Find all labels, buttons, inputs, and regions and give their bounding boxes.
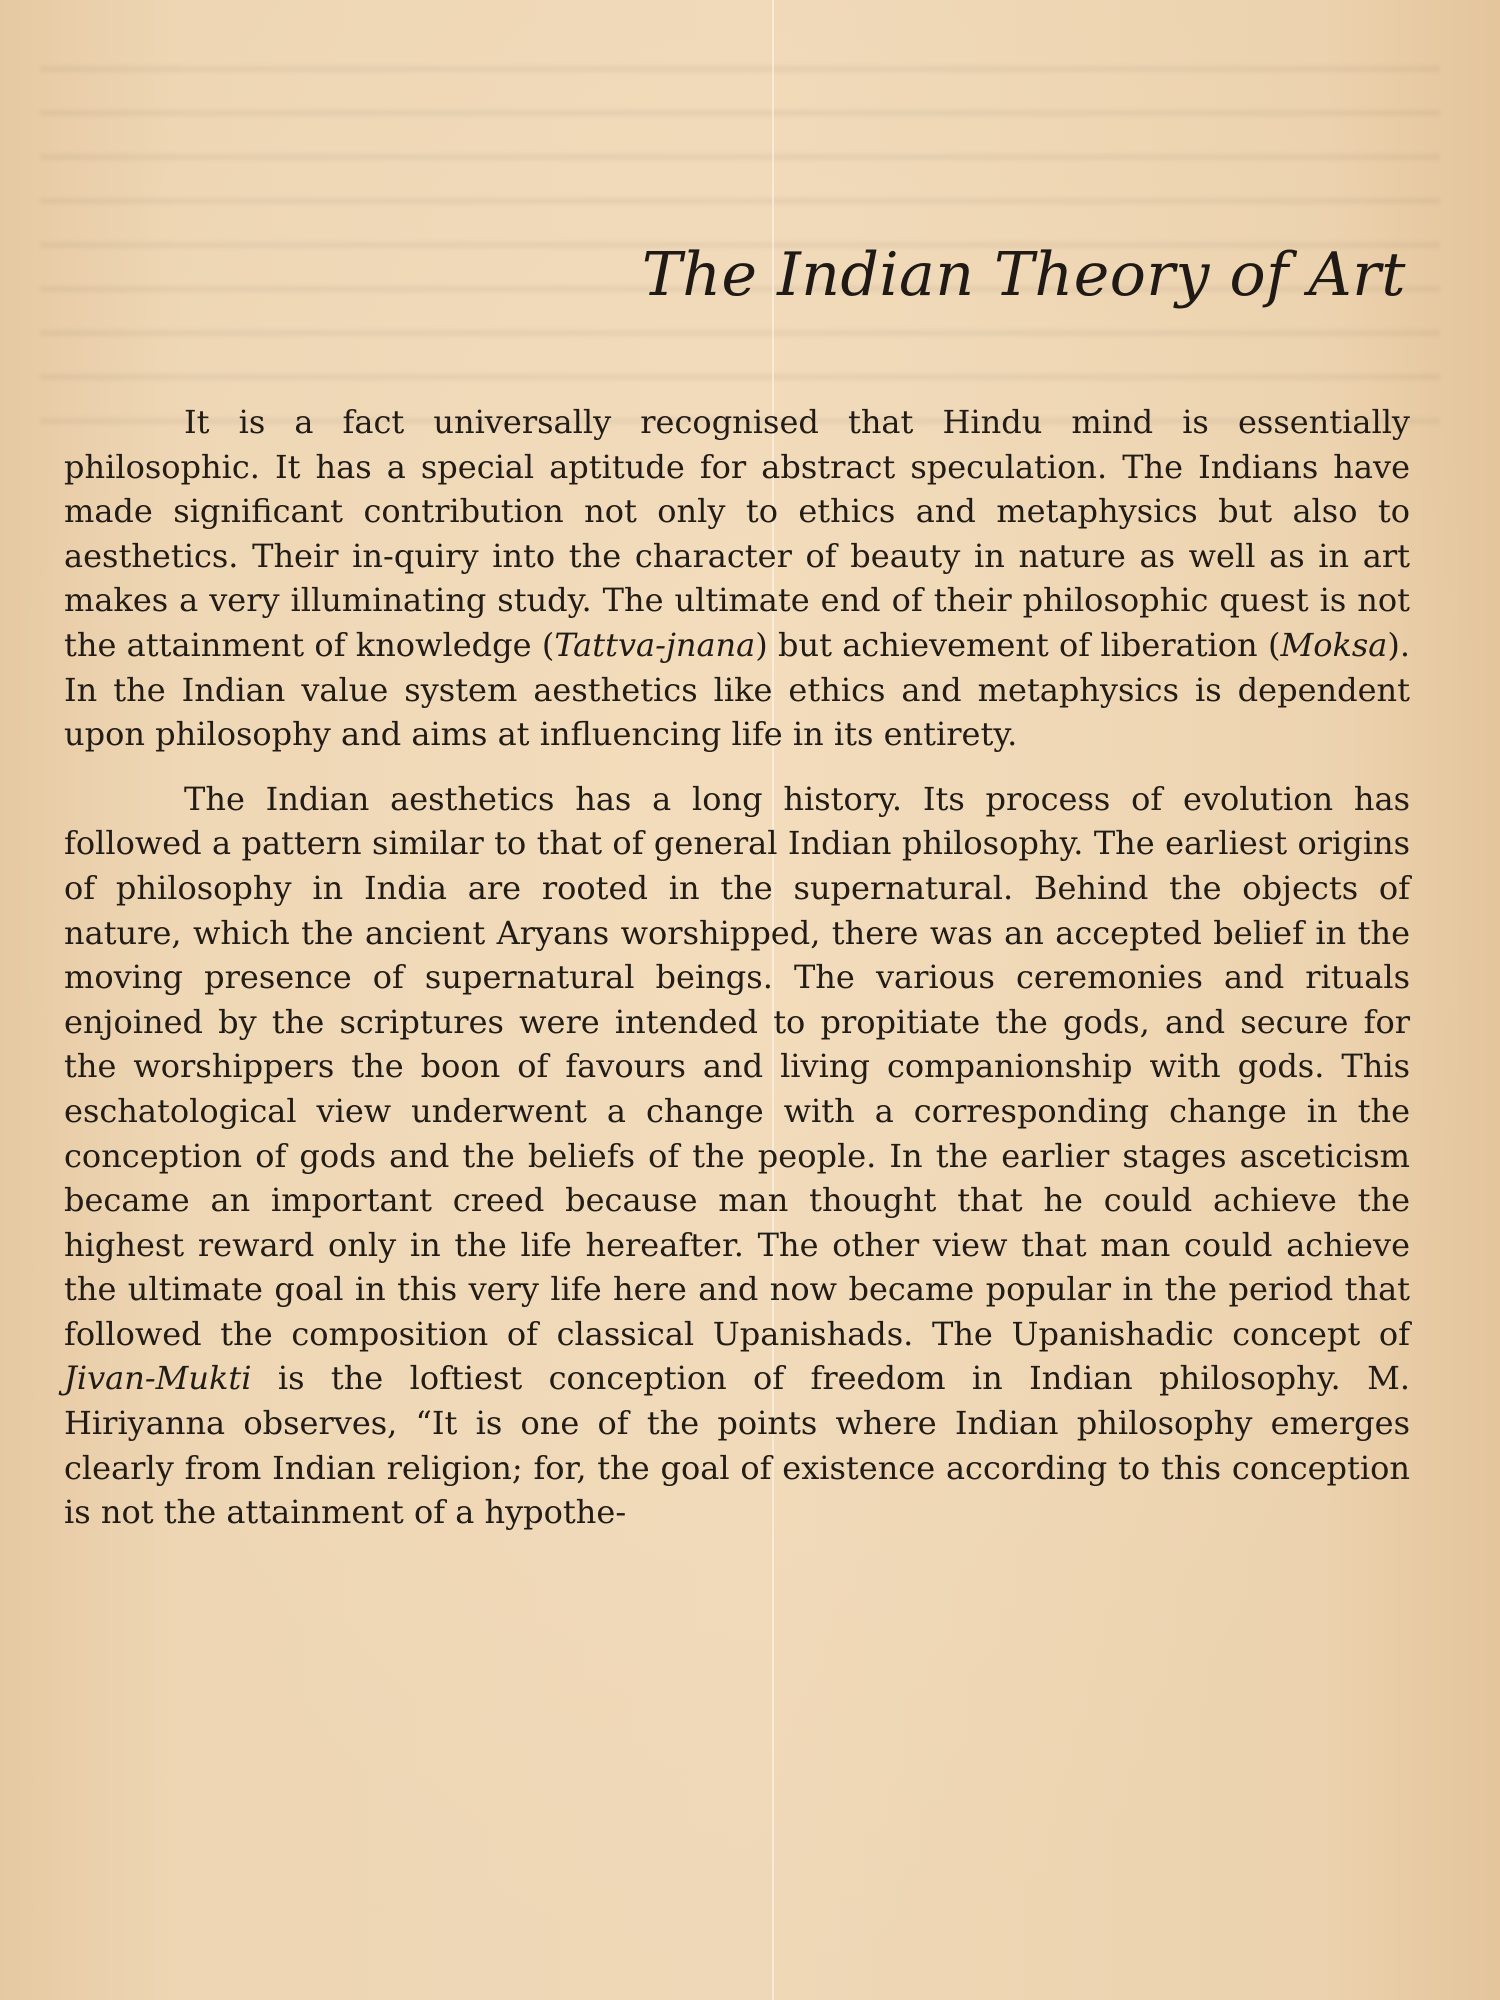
chapter-title: The Indian Theory of Art [641,240,1406,310]
term-tattva-jnana: Tattva-jnana [554,625,756,664]
paragraph-2-text-b: is the loftiest conception of freedom in Indian philosophy. M. Hiriyanna observes, “It is one of the points where Indian philosophy emerges clearly from Indian religion; for, the goal of existence according to this conception is not the attainment of a hypothe- [64,1359,1410,1532]
paragraph-2 [64,777,1410,1535]
term-moksa: Moksa [1280,625,1388,664]
paragraph-1-text-a: It is a fact universally recognised that Hindu mind is essentially philosophic. It has a special aptitude for abstract speculation. The Indians have made significant contribution not only to ethics and metaphysics but also to aesthetics. Their in-quiry into the character of beauty in nature as well as in art makes a very illuminating study. The ultimate end of their philosophic quest is not the attainment of knowledge ( [64,403,1410,664]
show-through-text [40,38,1440,438]
paragraph-1-text-b: ) but achievement of liberation ( [755,625,1281,664]
paragraph-1-text-c: ). In the Indian value system aesthetics like ethics and metaphysics is dependent upon philosophy and aims at influencing life in its entirety. [64,625,1411,754]
body-text [64,400,1410,1555]
term-jivan-mukti: Jivan-Mukti [64,1359,252,1398]
paragraph-1 [64,400,1410,757]
paragraph-2-text-a: The Indian aesthetics has a long history. Its process of evolution has followed a pattern similar to that of general Indian philosophy. The earliest origins of philosophy in India are rooted in the supernatural. Behind the objects of nature, which the ancient Aryans worshipped, there was an accepted belief in the moving presence of supernatural beings. The various ceremonies and rituals enjoined by the scriptures were intended to propitiate the gods, and secure for the worshippers the boon of favours and living companionship with gods. This eschatological view underwent a change with a corresponding change in the conception of gods and the beliefs of the people. In the earlier stages asceticism became an important creed because man thought that he could achieve the highest reward only in the life hereafter. The other view that man could achieve the ultimate goal in this very life here and now became popular in the period that followed the composition of classical Upanishads. The Upanishadic concept of [64,779,1410,1353]
